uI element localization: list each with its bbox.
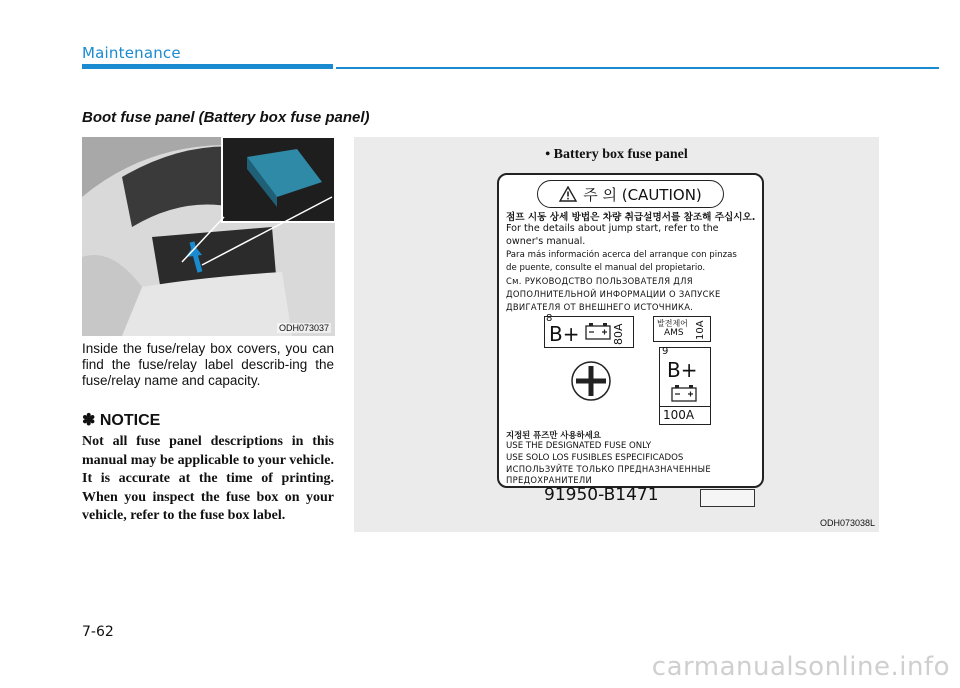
page-number: 7-62 bbox=[82, 624, 114, 640]
fuse-b-plus-100a bbox=[659, 347, 711, 425]
watermark: carmanualsonline.info bbox=[651, 652, 950, 682]
fuse-label: AMS bbox=[664, 328, 684, 338]
ground-terminal-icon bbox=[569, 359, 613, 403]
fuse-label-panel bbox=[354, 137, 879, 532]
label-line: ДОПОЛНИТЕЛЬНОЙ ИНФОРМАЦИИ О ЗАПУСКЕ bbox=[506, 289, 721, 299]
section-title: Maintenance bbox=[82, 44, 181, 62]
blank-box bbox=[700, 489, 755, 507]
body-text: Inside the fuse/relay box covers, you can find the fuse/relay label describ-ing the fuse/relay name and capacity. bbox=[82, 341, 334, 388]
panel-title: • Battery box fuse panel bbox=[545, 147, 688, 162]
label-line: For the details about jump start, refer to the bbox=[506, 223, 719, 234]
panel-code: ODH073038L bbox=[819, 518, 875, 528]
fuse-ams-10a bbox=[653, 316, 711, 342]
fuse-label: B+ bbox=[549, 322, 580, 346]
label-line: USE SOLO LOS FUSIBLES ESPECIFICADOS bbox=[506, 453, 684, 463]
label-line: 점프 시동 상세 방법은 차량 취급설명서를 참조해 주십시오. bbox=[506, 212, 756, 223]
label-line: ДВИГАТЕЛЯ ОТ ВНЕШНЕГО ИСТОЧНИКА. bbox=[506, 302, 694, 312]
notice-title: ✽ NOTICE bbox=[82, 412, 161, 429]
fuse-label-card bbox=[497, 173, 764, 488]
battery-icon bbox=[585, 322, 611, 340]
header-rule-thin bbox=[336, 67, 939, 69]
notice-text: Not all fuse panel descriptions in this manual may be applicable to your vehicle. It is accurate at the time of printing. When you inspect the fuse box on your vehicle, refer to the fuse box label. bbox=[82, 434, 334, 523]
part-number: 91950-B1471 bbox=[544, 485, 659, 505]
label-line: de puente, consulte el manual del propietario. bbox=[506, 263, 706, 273]
caution-text: 주 의 (CAUTION) bbox=[583, 185, 702, 204]
fuse-amp: 10A bbox=[695, 320, 706, 340]
label-line: Para más información acerca del arranque con pinzas bbox=[506, 250, 737, 260]
label-line: 지정된 퓨즈만 사용하세요 bbox=[506, 430, 601, 440]
car-boot-illustration bbox=[82, 137, 335, 336]
fuse-label-ko: 발전제어 bbox=[657, 319, 688, 328]
photo-code: ODH073037 bbox=[278, 323, 329, 333]
warning-triangle-icon bbox=[559, 186, 577, 202]
caution-badge bbox=[537, 180, 724, 208]
header-rule-thick bbox=[82, 64, 333, 69]
label-line: USE THE DESIGNATED FUSE ONLY bbox=[506, 441, 652, 451]
page-heading: Boot fuse panel (Battery box fuse panel) bbox=[82, 109, 370, 126]
battery-icon bbox=[671, 384, 697, 402]
fuse-label: B+ bbox=[667, 358, 698, 382]
boot-photo bbox=[82, 137, 335, 336]
fuse-amp: 80A bbox=[612, 323, 625, 345]
label-line: ИСПОЛЬЗУЙТЕ ТОЛЬКО ПРЕДНАЗНАЧЕННЫЕ bbox=[506, 464, 711, 474]
fuse-amp: 100A bbox=[663, 408, 695, 422]
fuse-number: 8 bbox=[546, 313, 553, 324]
fuse-b-plus-80a bbox=[544, 313, 634, 348]
label-line: См. РУКОВОДСТВО ПОЛЬЗОВАТЕЛЯ ДЛЯ bbox=[506, 276, 693, 286]
label-line: ПРЕДОХРАНИТЕЛИ bbox=[506, 475, 593, 485]
fuse-number: 9 bbox=[662, 346, 669, 357]
label-line: owner's manual. bbox=[506, 236, 586, 247]
